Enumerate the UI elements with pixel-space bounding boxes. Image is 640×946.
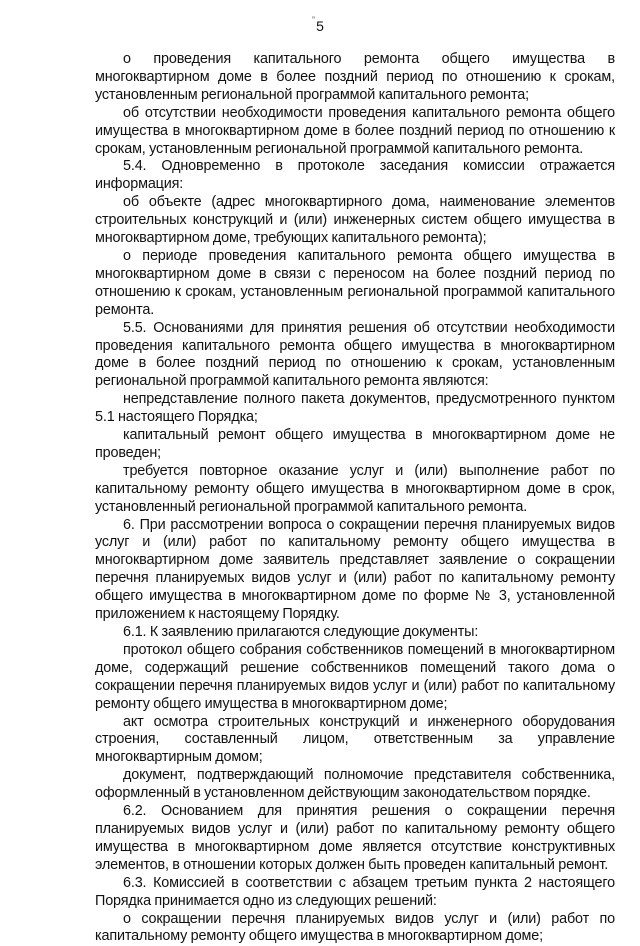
paragraph: 6.1. К заявлению прилагаются следующие документы: bbox=[95, 624, 615, 642]
paragraph: 6. При рассмотрении вопроса о сокращении перечня планируемых видов услуг и (или) работ по капитальному ремонту общего имущества в многоквартирном доме заявитель представляет заявление о сокращении перечня планируемых видов услуг и (или) работ по капитальному ремонту общего имущества в многоквартирном доме по форме № 3, установленной приложением к настоящему Порядку. bbox=[95, 517, 615, 624]
paragraph: акт осмотра строительных конструкций и инженерного оборудования строения, составленный лицом, ответственным за управление многоквартирным домом; bbox=[95, 714, 615, 768]
paragraph: 5.4. Одновременно в протоколе заседания комиссии отражается информация: bbox=[95, 158, 615, 194]
paragraph: о сокращении перечня планируемых видов услуг и (или) работ по капитальному ремонту общего имущества в многоквартирном доме; bbox=[95, 911, 615, 946]
document-body bbox=[95, 51, 615, 946]
paragraph: о периоде проведения капитального ремонта общего имущества в многоквартирном доме в связи с переносом на более поздний период по отношению к срокам, установленным региональной программой капитального ремонта. bbox=[95, 248, 615, 320]
paragraph: об объекте (адрес многоквартирного дома, наименование элементов строительных конструкций и (или) инженерных систем общего имущества в многоквартирном доме, требующих капитального ремонта); bbox=[95, 194, 615, 248]
paragraph: 6.3. Комиссией в соответствии с абзацем третьим пункта 2 настоящего Порядка принимается одно из следующих решений: bbox=[95, 875, 615, 911]
paragraph: протокол общего собрания собственников помещений в многоквартирном доме, содержащий решение собственников помещений такого дома о сокращении перечня планируемых видов услуг и (или) работ по капитальному ремонту общего имущества в многоквартирном доме; bbox=[95, 642, 615, 714]
scan-mark: ” bbox=[312, 15, 315, 25]
paragraph: о проведения капитального ремонта общего имущества в многоквартирном доме в более поздний период по отношению к срокам, установленным региональной программой капитального ремонта; bbox=[95, 51, 615, 105]
paragraph: требуется повторное оказание услуг и (или) выполнение работ по капитальному ремонту общего имущества в многоквартирном доме в срок, установленный региональной программой капитального ремонта. bbox=[95, 463, 615, 517]
paragraph: документ, подтверждающий полномочие представителя собственника, оформленный в установленном действующим законодательством порядке. bbox=[95, 767, 615, 803]
paragraph: 6.2. Основанием для принятия решения о сокращении перечня планируемых видов услуг и (или) работ по капитальному ремонту общего имущества в многоквартирном доме является отсутствие конструктивных элементов, в отношении которых должен быть проведен капитальный ремонт. bbox=[95, 803, 615, 875]
paragraph: 5.5. Основаниями для принятия решения об отсутствии необходимости проведения капитального ремонта общего имущества в многоквартирном доме в более поздний период по отношению к срокам, установленным региональной программой капитального ремонта являются: bbox=[95, 320, 615, 392]
page-number: 5 bbox=[0, 18, 640, 34]
paragraph: капитальный ремонт общего имущества в многоквартирном доме не проведен; bbox=[95, 427, 615, 463]
paragraph: непредставление полного пакета документов, предусмотренного пунктом 5.1 настоящего Порядка; bbox=[95, 391, 615, 427]
paragraph: об отсутствии необходимости проведения капитального ремонта общего имущества в многоквартирном доме в более поздний период по отношению к срокам, установленным региональной программой капитального ремонта. bbox=[95, 105, 615, 159]
